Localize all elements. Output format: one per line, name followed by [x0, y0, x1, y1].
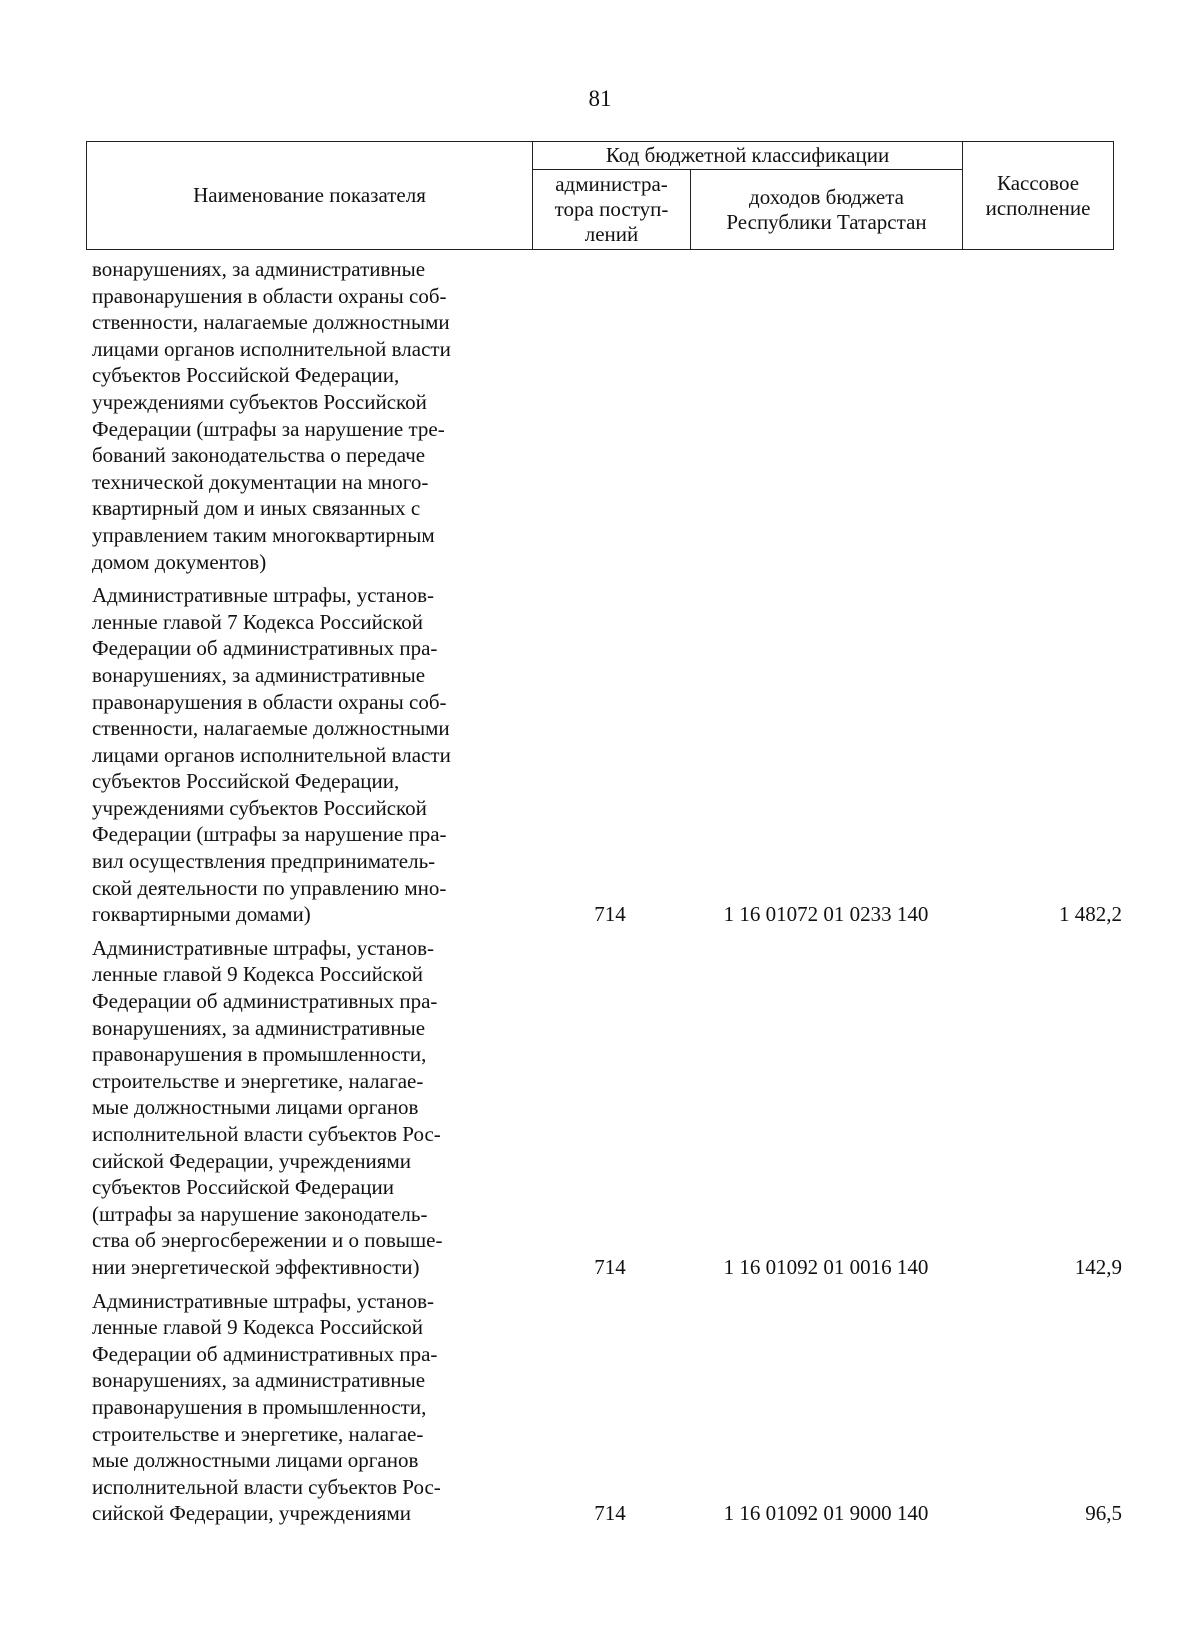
table-row — [0, 935, 1200, 1281]
row-admin-code: 714 — [594, 1254, 626, 1279]
row-admin-code: 714 — [594, 902, 626, 927]
table-row — [0, 1288, 1200, 1527]
header-admin: администра- тора поступ- лений — [533, 170, 691, 250]
header-income: доходов бюджета Республики Татарстан — [691, 170, 963, 250]
row-admin-code: 714 — [594, 1501, 626, 1526]
row-income-code: 1 16 01092 01 9000 140 — [723, 1501, 929, 1526]
table-row — [0, 582, 1200, 928]
row-income-code: 1 16 01092 01 0016 140 — [723, 1254, 929, 1279]
row-name: Административные штрафы, установ- ленные главой 9 Кодекса Российской Федерации об административных пра- вонарушениях, за административные правонарушения в промышленности, строительстве и энергетике, налагае- мые должностными лицами органов исполнительной власти субъектов Рос- сийской Федерации, учреждениями — [92, 1288, 441, 1526]
row-exec-value: 1 482,2 — [1059, 902, 1122, 927]
row-name: Административные штрафы, установ- ленные главой 7 Кодекса Российской Федерации об административных пра- вонарушениях, за административные правонарушения в области охраны соб- ственности, налагаемые должностными лицами органов исполнительной власти субъектов Российской Федерации, учреждениями субъектов Российской Федерации (штрафы за нарушение пра- вил осуществления предприниматель- ской деятельности по управлению мно- гоквартирными домами) — [92, 583, 451, 927]
table-header — [86, 141, 1114, 250]
header-name: Наименование показателя — [87, 142, 533, 250]
row-name: Административные штрафы, установ- ленные главой 9 Кодекса Российской Федерации об административных пра- вонарушениях, за административные правонарушения в промышленности, строительстве и энергетике, налагае- мые должностными лицами органов исполнительной власти субъектов Рос- сийской Федерации, учреждениями субъектов Российской Федерации (штрафы за нарушение законодатель- ства об энергосбережении и о повыше- нии энергетической эффективности) — [92, 935, 443, 1279]
header-code-group: Код бюджетной классификации — [533, 142, 963, 170]
row-income-code: 1 16 01072 01 0233 140 — [723, 902, 929, 927]
row-name: вонарушениях, за административные правонарушения в области охраны соб- ственности, налагаемые должностными лицами органов исполнительной власти субъектов Российской Федерации, учреждениями субъектов Российской Федерации (штрафы за нарушение тре- бований законодательства о передаче технической документации на много- квартирный дом и иных связанных с управлением таким многоквартирным домом документов) — [92, 257, 451, 574]
table-row — [0, 256, 1200, 575]
table-body — [0, 256, 1200, 1527]
page-number: 81 — [588, 86, 612, 111]
row-exec-value: 142,9 — [1074, 1254, 1122, 1279]
header-exec: Кассовое исполнение — [963, 142, 1114, 250]
row-exec-value: 96,5 — [1085, 1501, 1122, 1526]
